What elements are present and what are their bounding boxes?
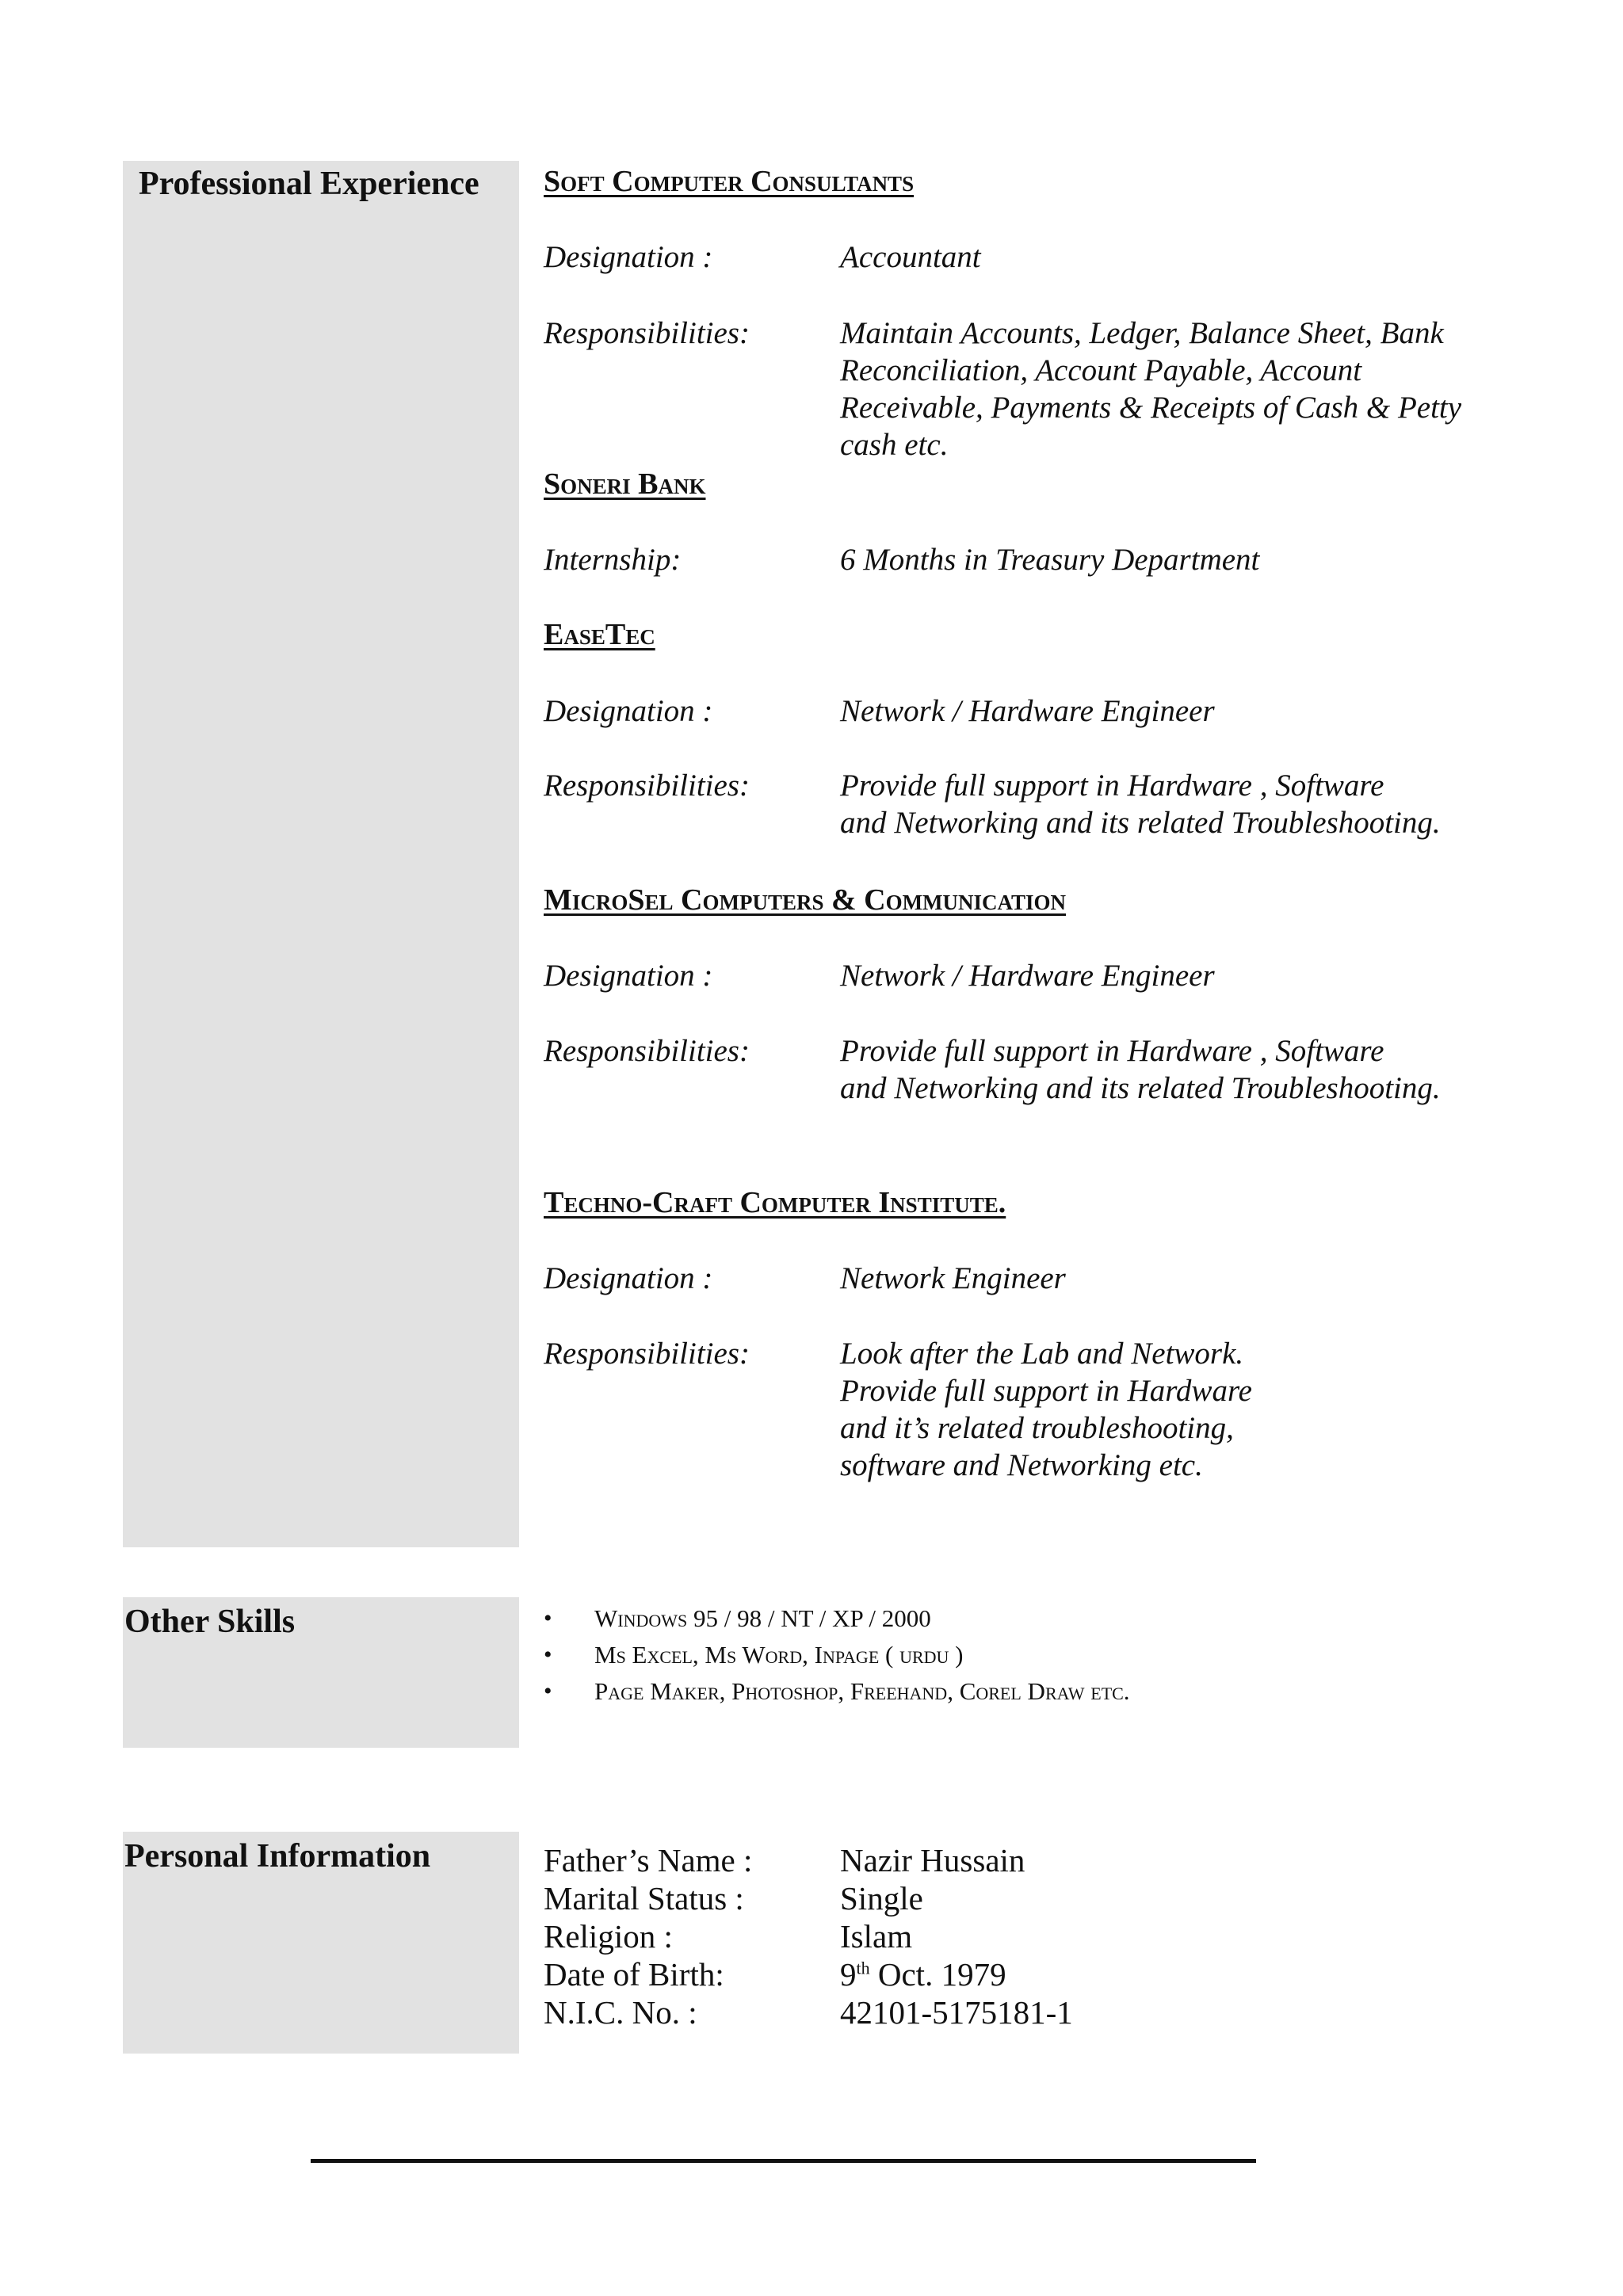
row-label: Designation : xyxy=(544,240,713,274)
marital-status-value: Single xyxy=(840,1880,923,1917)
company-name: Soft Computer Consultants xyxy=(544,165,915,198)
fathers-name-value: Nazir Hussain xyxy=(840,1842,1025,1878)
row-label: Responsibilities: xyxy=(544,769,750,803)
skills-list xyxy=(544,1600,1130,1710)
bullet-icon: • xyxy=(544,1642,552,1668)
nic-label: N.I.C. No. : xyxy=(544,1994,697,2031)
row-value: Network Engineer xyxy=(840,1261,1066,1295)
row-value-line: Provide full support in Hardware xyxy=(840,1374,1252,1408)
religion-label: Religion : xyxy=(544,1918,673,1955)
dob-label: Date of Birth: xyxy=(544,1956,724,1993)
row-value-line: and Networking and its related Troubleshooting. xyxy=(840,806,1441,840)
row-label: Responsibilities: xyxy=(544,1337,750,1371)
skill-text: Page Maker, Photoshop, Freehand, Corel Draw etc. xyxy=(594,1677,1130,1705)
row-value-line: Receivable, Payments & Receipts of Cash & Petty xyxy=(840,391,1462,425)
row-value-line: software and Networking etc. xyxy=(840,1448,1203,1482)
skill-item xyxy=(544,1600,1130,1637)
skills-section-title: Other Skills xyxy=(124,1604,296,1640)
company-name: MicroSel Computers & Communication xyxy=(544,883,1067,917)
dob-day-suffix: th xyxy=(856,1958,870,1978)
skill-item xyxy=(544,1637,1130,1673)
row-value-line: Reconciliation, Account Payable, Account xyxy=(840,353,1362,387)
nic-value: 42101-5175181-1 xyxy=(840,1994,1073,2031)
bullet-icon: • xyxy=(544,1605,552,1631)
row-value: Accountant xyxy=(840,240,981,274)
dob-day: 9 xyxy=(840,1956,857,1993)
row-value-line: and it’s related troubleshooting, xyxy=(840,1411,1234,1445)
dob-rest: Oct. 1979 xyxy=(869,1956,1006,1993)
fathers-name-label: Father’s Name : xyxy=(544,1842,753,1878)
row-value-line: Look after the Lab and Network. xyxy=(840,1337,1244,1371)
row-label: Designation : xyxy=(544,694,713,728)
row-value: Network / Hardware Engineer xyxy=(840,694,1215,728)
row-value: Network / Hardware Engineer xyxy=(840,959,1215,993)
row-label: Responsibilities: xyxy=(544,316,750,350)
row-label: Responsibilities: xyxy=(544,1034,750,1068)
skill-text: Windows 95 / 98 / NT / XP / 2000 xyxy=(594,1604,931,1632)
row-value-line: and Networking and its related Troubleshooting. xyxy=(840,1071,1441,1105)
row-label: Internship: xyxy=(544,543,682,577)
experience-sidebar-panel xyxy=(123,161,519,1547)
dob-value xyxy=(840,1955,1006,1993)
bullet-icon: • xyxy=(544,1678,552,1704)
row-value-line: Provide full support in Hardware , Software xyxy=(840,769,1384,803)
row-value-line: cash etc. xyxy=(840,428,949,462)
marital-status-label: Marital Status : xyxy=(544,1880,744,1917)
company-name: Soneri Bank xyxy=(544,467,706,501)
row-label: Designation : xyxy=(544,959,713,993)
company-name: Techno-Craft Computer Institute. xyxy=(544,1186,1006,1219)
row-value: 6 Months in Treasury Department xyxy=(840,543,1260,577)
bottom-divider xyxy=(311,2159,1256,2163)
row-value-line: Maintain Accounts, Ledger, Balance Sheet, Bank xyxy=(840,316,1444,350)
religion-value: Islam xyxy=(840,1918,913,1955)
row-label: Designation : xyxy=(544,1261,713,1295)
skill-text: Ms Excel, Ms Word, Inpage ( urdu ) xyxy=(594,1641,964,1669)
experience-section-title: Professional Experience xyxy=(139,166,479,202)
row-value-line: Provide full support in Hardware , Software xyxy=(840,1034,1384,1068)
skill-item xyxy=(544,1673,1130,1710)
personal-section-title: Personal Information xyxy=(124,1838,431,1875)
company-name: EaseTec xyxy=(544,618,655,651)
